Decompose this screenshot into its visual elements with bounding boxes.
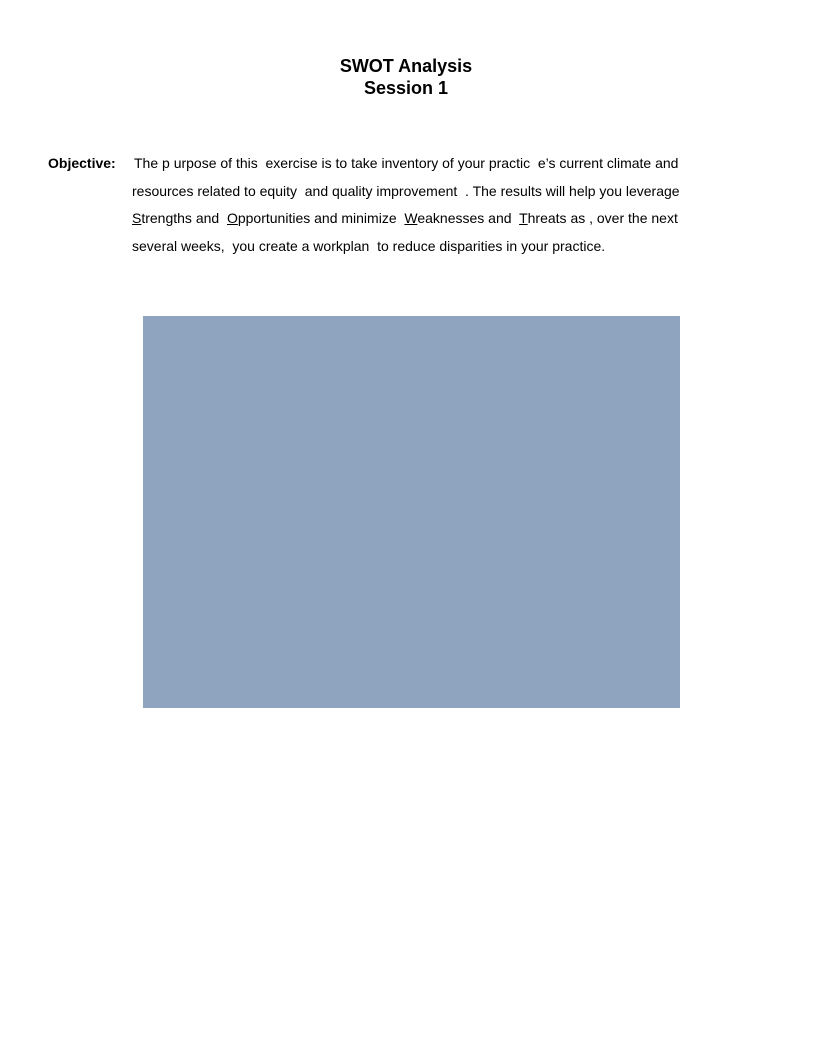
- objective-text-segment: trengths and: [141, 210, 227, 226]
- objective-line: [132, 153, 742, 181]
- objective-text: [132, 153, 742, 263]
- objective-line: [132, 236, 742, 264]
- swot-figure-placeholder: [143, 316, 680, 708]
- objective-text-segment: hreats as , over the next: [527, 210, 678, 226]
- objective-text-segment: eaknesses and: [417, 210, 520, 226]
- objective-line: [132, 208, 742, 236]
- objective-text-segment: several weeks, you create a workplan to reduce disparities in your practice.: [132, 237, 606, 254]
- swot-initial-s: S: [132, 210, 142, 226]
- document-title: SWOT Analysis: [339, 56, 473, 76]
- swot-initial-t: T: [519, 210, 528, 226]
- objective-label: Objective:: [48, 155, 116, 171]
- objective-text-segment: pportunities and minimize: [237, 210, 405, 226]
- document-subtitle: Session 1: [363, 78, 449, 98]
- swot-initial-w: W: [404, 210, 418, 226]
- objective-text-segment: The p urpose of this exercise is to take inventory of your practic e’s current climate and: [134, 155, 679, 171]
- objective-text-segment: resources related to equity and quality improvement . The results will help you leverage: [132, 182, 680, 199]
- objective-line: [132, 181, 742, 209]
- title-block: [0, 55, 816, 99]
- swot-initial-o: O: [226, 210, 238, 226]
